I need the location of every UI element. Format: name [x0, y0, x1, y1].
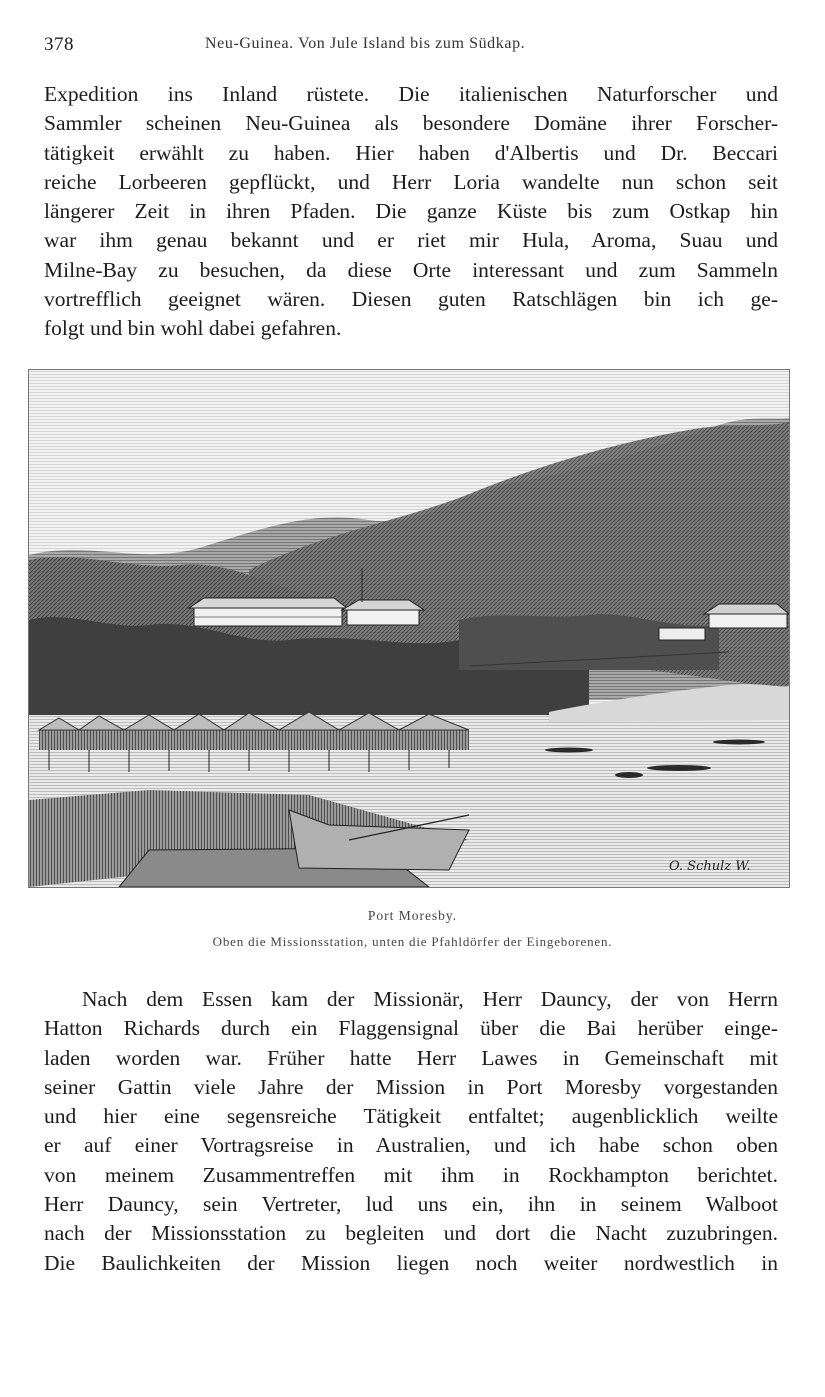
text-line: Nach dem Essen kam der Missionär, Herr Dauncy, der von Herrn [82, 987, 778, 1011]
text-line: und hier eine segensreiche Tätigkeit entfaltet; augenblicklich weilte [44, 1104, 778, 1129]
text-line: laden worden war. Früher hatte Herr Lawes in Gemeinschaft mit [44, 1045, 778, 1070]
text-line: Sammler scheinen Neu-Guinea als besondere Domäne ihrer Forscher- [44, 111, 778, 136]
text-line: reiche Lorbeeren gepflückt, und Herr Loria wandelte nun schon seit [44, 169, 778, 194]
paragraph-bottom [44, 985, 778, 1278]
paragraph-top [44, 80, 778, 344]
text-line: vortrefflich geeignet wären. Diesen guten Ratschlägen bin ich ge- [44, 287, 778, 312]
text-line: von meinem Zusammentreffen mit ihm in Rockhampton berichtet. [44, 1162, 778, 1187]
text-line: Die Baulichkeiten der Mission liegen noch weiter nordwestlich in [44, 1250, 778, 1275]
text-line: seiner Gattin viele Jahre der Mission in Port Moresby vorgestanden [44, 1074, 778, 1099]
text-line: folgt und bin wohl dabei gefahren. [44, 316, 342, 341]
text-line: längerer Zeit in ihren Pfaden. Die ganze Küste bis zum Ostkap hin [44, 199, 778, 224]
text-line: nach der Missionsstation zu begleiten und dort die Nacht zuzubringen. [44, 1221, 778, 1246]
mission-house-second [342, 600, 424, 625]
text-line: tätigkeit erwählt zu haben. Hier haben d'Albertis und Dr. Beccari [44, 140, 778, 165]
mission-house-right [704, 604, 789, 628]
figure-caption-subtitle: Oben die Missionsstation, unten die Pfahldörfer der Eingeborenen. [212, 934, 613, 949]
running-head: Neu-Guinea. Von Jule Island bis zum Südkap. [205, 35, 526, 52]
figure-caption-title: Port Moresby. [367, 908, 458, 923]
small-building [659, 628, 705, 640]
text-line: Expedition ins Inland rüstete. Die italienischen Naturforscher und [44, 82, 778, 106]
page-number: 378 [44, 34, 74, 55]
text-line: war ihm genau bekannt und er riet mir Hula, Aroma, Suau und [44, 228, 778, 253]
mission-house-main [189, 598, 347, 626]
text-line: er auf einer Vortragsreise in Australien, und ich habe schon oben [44, 1133, 778, 1158]
text-line: Milne-Bay zu besuchen, da diese Orte interessant und zum Sammeln [44, 257, 778, 282]
text-line: Hatton Richards durch ein Flaggensignal über die Bai herüber einge- [44, 1016, 778, 1041]
artist-signature: O. Schulz W. [669, 859, 751, 874]
port-moresby-engraving [28, 369, 790, 888]
text-line: Herr Dauncy, sein Vertreter, lud uns ein, ihn in seinem Walboot [44, 1192, 778, 1217]
